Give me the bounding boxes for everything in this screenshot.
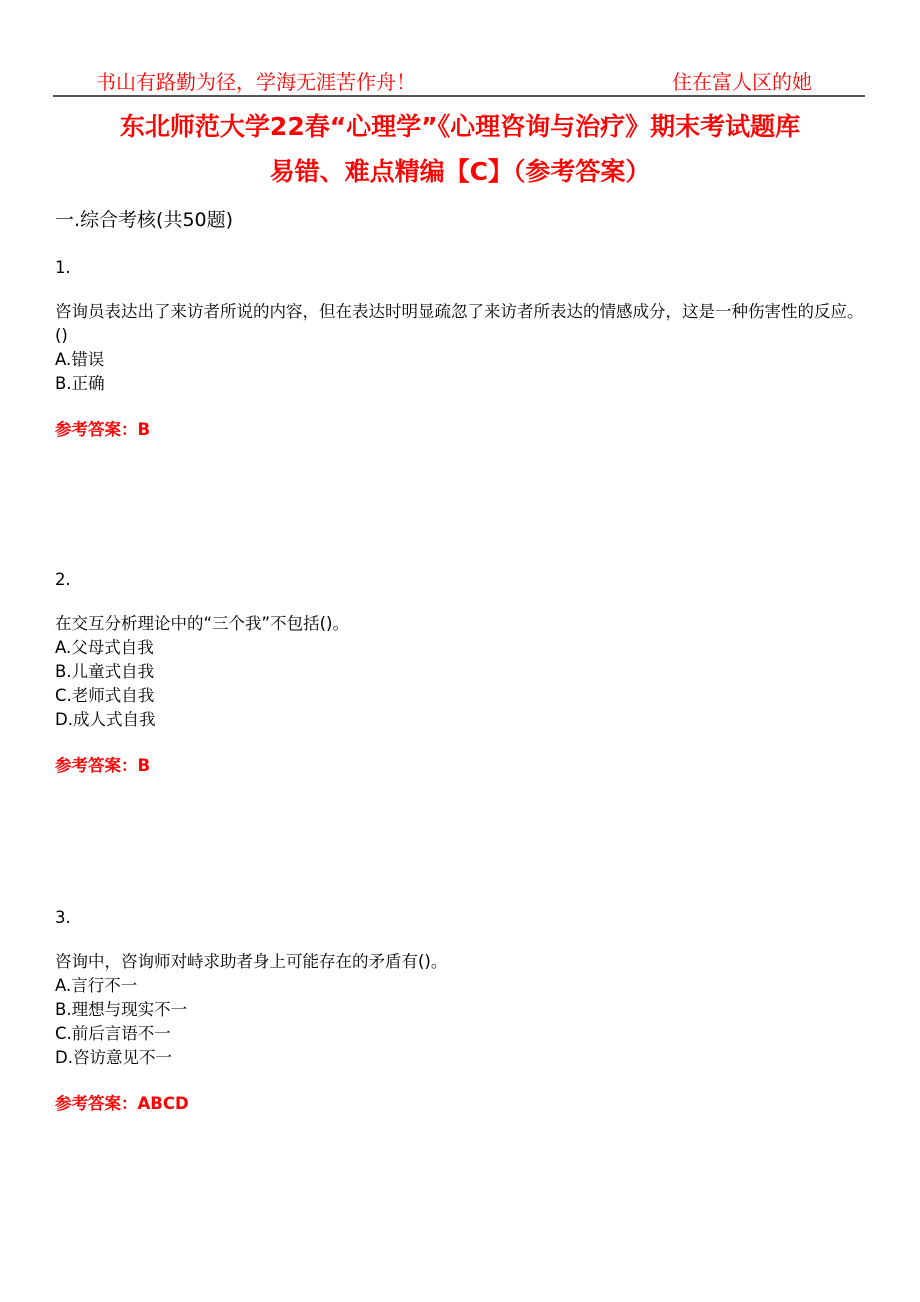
question-2: [55, 568, 870, 778]
option-c: C.前后言语不一: [55, 1024, 171, 1043]
document-title-line1: 东北师范大学22春“心理学”《心理咨询与治疗》期末考试题库: [119, 112, 801, 141]
question-number: 3.: [55, 908, 71, 927]
header-motto: 书山有路勤为径，学海无涯苦作舟！: [96, 70, 416, 94]
option-c: C.老师式自我: [55, 686, 155, 705]
question-3: [55, 906, 870, 1116]
option-d: D.成人式自我: [55, 710, 156, 729]
option-a: A.错误: [55, 350, 105, 369]
option-a: A.父母式自我: [55, 638, 154, 657]
header-divider: [53, 95, 865, 97]
reference-answer: 参考答案：B: [55, 420, 151, 439]
option-d: D.咨访意见不一: [55, 1048, 172, 1067]
question-stem: 咨询员表达出了来访者所说的内容，但在表达时明显疏忽了来访者所表达的情感成分，这是一种伤害性的反应。(): [55, 302, 864, 345]
section-heading: 一.综合考核(共50题): [55, 209, 234, 231]
option-b: B.理想与现实不一: [55, 1000, 188, 1019]
option-a: A.言行不一: [55, 976, 138, 995]
document-title-line2: 易错、难点精编【C】（参考答案）: [269, 157, 651, 186]
question-stem: 在交互分析理论中的“三个我”不包括()。: [55, 614, 349, 633]
header-author: 住在富人区的她: [672, 70, 812, 94]
question-number: 1.: [55, 258, 71, 277]
reference-answer: 参考答案：ABCD: [55, 1094, 189, 1113]
option-b: B.儿童式自我: [55, 662, 155, 681]
question-number: 2.: [55, 570, 71, 589]
reference-answer: 参考答案：B: [55, 756, 151, 775]
question-1: [55, 256, 870, 442]
option-b: B.正确: [55, 374, 105, 393]
question-stem: 咨询中，咨询师对峙求助者身上可能存在的矛盾有()。: [55, 952, 448, 971]
